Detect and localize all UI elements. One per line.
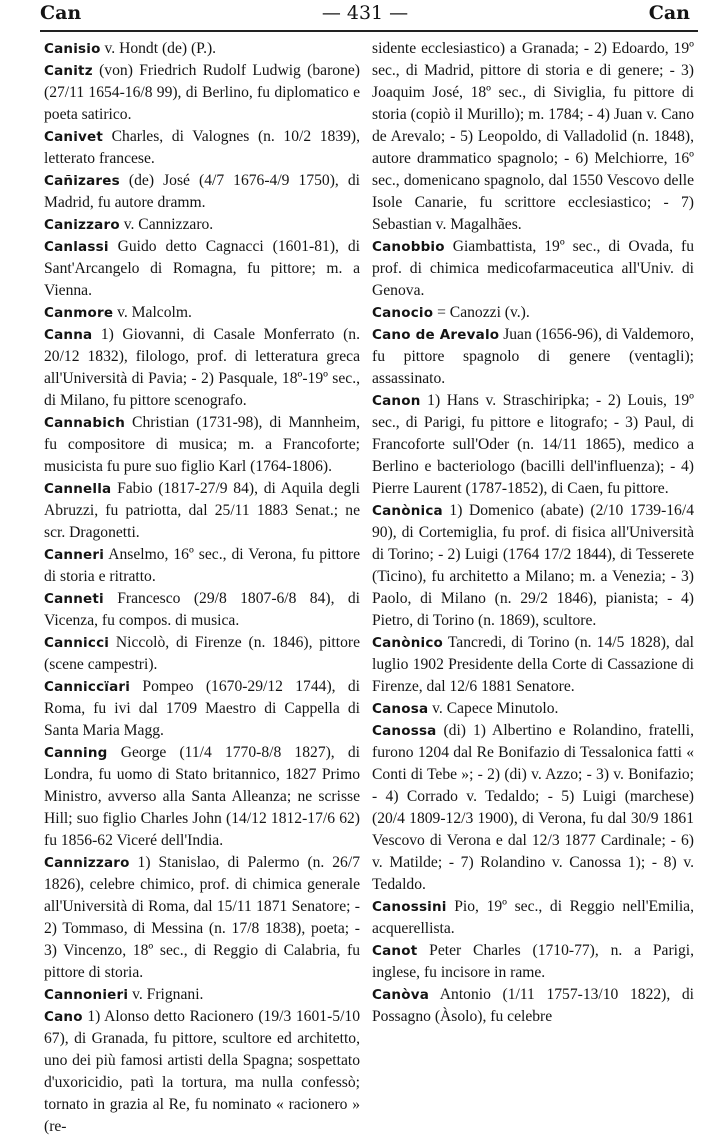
entry-headword: Canizzaro <box>44 217 120 233</box>
entry <box>44 1006 360 1138</box>
entry <box>44 852 360 984</box>
entry-text: v. Hondt (de) (P.). <box>100 40 217 57</box>
entry-headword: Canossa <box>372 723 437 739</box>
entry-headword: Cañizares <box>44 173 120 189</box>
entry <box>44 676 360 742</box>
entry-text: Giambattista, 19º sec., di Ovada, fu prof. di chimica medicofarmaceutica all'Univ. di Genova. <box>372 238 694 299</box>
entry-text: (von) Friedrich Rudolf Ludwig (barone) (27/11 1654-16/8 99), di Berlino, fu diplomatico e poeta satirico. <box>44 62 360 123</box>
entry <box>372 500 694 632</box>
entry-text: Charles, di Valognes (n. 10/2 1839), letterato francese. <box>44 128 360 167</box>
entry-headword: Canneri <box>44 547 105 563</box>
entry-headword: Canivet <box>44 129 104 145</box>
entry <box>372 720 694 896</box>
entry <box>372 324 694 390</box>
left-column <box>44 38 360 1138</box>
entry-text: v. Malcolm. <box>113 304 192 321</box>
entry-text: (de) José (4/7 1676-4/9 1750), di Madrid, fu autore dramm. <box>44 172 360 211</box>
entry-text: v. Cannizzaro. <box>119 216 214 233</box>
entry <box>44 60 360 126</box>
entry-text: Pio, 19º sec., di Reggio nell'Emilia, acquerellista. <box>372 898 694 937</box>
entry-text: 1) Alonso detto Racionero (19/3 1601-5/10 67), di Granada, fu pittore, scultore ed architetto, uno dei più famosi artisti della Spagna; sospettato d'uxoricidio, patì la tortura, ma nulla confessò; tornato in grazia al Re, fu nominato « racionero » (re- <box>44 1008 360 1135</box>
entry <box>44 478 360 544</box>
entry-headword: Cannella <box>44 481 112 497</box>
entry-text: Guido detto Cagnacci (1601-81), di Sant'Arcangelo di Romagna, fu pittore; m. a Vienna. <box>44 238 360 299</box>
entry-headword: Canot <box>372 943 418 959</box>
entry-headword: Canocio <box>372 305 434 321</box>
entry <box>44 236 360 302</box>
header-left-guide-word: Can <box>40 2 82 24</box>
entry-headword: Cannicci <box>44 635 110 651</box>
entry-continuation <box>372 38 694 236</box>
entry-headword: Canmore <box>44 305 114 321</box>
entry-text: George (11/4 1770-8/8 1827), di Londra, fu uomo di Stato britannico, 1827 Primo Ministro, avverso alla Santa Alleanza; ne scrisse Hill; suo figlio Charles John (14/12 1812-17/6 62) fu 1856-62 Viceré dell'India. <box>44 744 360 849</box>
entry-headword: Canna <box>44 327 93 343</box>
entry-text: 1) Hans v. Straschiripka; - 2) Louis, 19º sec., di Parigi, fu pittore e litografo; - 3) Paul, di Francoforte sull'Oder (n. 14/11 1865), medico a Berlino e bacteriologo (bacilli dell'influenza); - 4) Pierre Laurent (1787-1852), di Caen, fu pittore. <box>372 392 694 497</box>
entry <box>372 896 694 940</box>
entry-headword: Canneti <box>44 591 104 607</box>
entry-text: = Canozzi (v.). <box>433 304 530 321</box>
right-column <box>372 38 694 1028</box>
entry-headword: Cano de Arevalo <box>372 327 500 343</box>
entry <box>372 302 694 324</box>
entry-headword: Canònico <box>372 635 444 651</box>
entry <box>372 984 694 1028</box>
entry-text: Christian (1731-98), di Mannheim, fu compositore di musica; m. a Francoforte; musicista fu pure suo figlio Karl (1764-1806). <box>44 414 360 475</box>
entry <box>44 38 360 60</box>
entry-headword: Cano <box>44 1009 83 1025</box>
entry-text: Pompeo (1670-29/12 1744), di Roma, fu ivi dal 1709 Maestro di Cappella di Santa Maria Magg. <box>44 678 360 739</box>
entry-text: 1) Domenico (abate) (2/10 1739-16/4 90), di Cortemiglia, fu prof. di fisica all'Università di Torino; - 2) Luigi (1764 17/2 1844), di Tesserete (Ticino), fu architetto a Milano; m. a Venezia; - 3) Paolo, di Milano (n. 29/2 1846), pianista; - 4) Pietro, di Torino (n. 1869), scultore. <box>372 502 694 629</box>
entry <box>44 412 360 478</box>
entry-text: Niccolò, di Firenze (n. 1846), pittore (scene campestri). <box>44 634 360 673</box>
entry <box>44 214 360 236</box>
header-rule <box>40 30 698 32</box>
entry-text: sidente ecclesiastico) a Granada; - 2) Edoardo, 19º sec., di Madrid, pittore di storia e di genere; - 3) Joaquim José, 18º sec., di Siviglia, fu pittore di storia (copiò il Murillo); m. 1784; - 4) Juan v. Cano de Arevalo; - 5) Leopoldo, di Valladolid (n. 1848), autore drammatico spagnolo; - 6) Melchiorre, 16º sec., domenicano spagnolo, dal 1550 Vescovo delle Isole Canarie, fu scrittore ecclesiastico; - 7) Sebastian v. Magalhães. <box>372 40 694 233</box>
running-header <box>40 2 690 28</box>
entry <box>44 126 360 170</box>
entry-text: Juan (1656-96), di Valdemoro, fu pittore spagnolo di genere (ventagli); assassinato. <box>372 326 694 387</box>
entry-headword: Canossini <box>372 899 447 915</box>
entry <box>372 236 694 302</box>
entry-text: Antonio (1/11 1757-13/10 1822), di Possagno (Àsolo), fu celebre <box>372 986 694 1025</box>
entry-headword: Canònica <box>372 503 443 519</box>
entry <box>44 544 360 588</box>
entry-text: Francesco (29/8 1807-6/8 84), di Vicenza, fu compos. di musica. <box>44 590 360 629</box>
entry <box>372 698 694 720</box>
entry <box>44 302 360 324</box>
entry-headword: Cannizzaro <box>44 855 130 871</box>
header-right-guide-word: Can <box>648 2 690 24</box>
entry-headword: Canon <box>372 393 421 409</box>
entry-headword: Canòva <box>372 987 430 1003</box>
entry <box>372 390 694 500</box>
entry-headword: Canlassi <box>44 239 109 255</box>
entry <box>44 588 360 632</box>
page-number: — 431 — <box>321 2 409 24</box>
entry <box>44 324 360 412</box>
entry-text: Tancredi, di Torino (n. 14/5 1828), dal luglio 1902 Presidente della Corte di Cassazione di Firenze, dal 12/6 1881 Senatore. <box>372 634 694 695</box>
entry-text: Fabio (1817-27/9 84), di Aquila degli Abruzzi, fu patriotta, dal 25/11 1883 Senat.; ne scr. Dragonetti. <box>44 480 360 541</box>
entry-text: v. Frignani. <box>128 986 204 1003</box>
entry-headword: Cannonieri <box>44 987 129 1003</box>
entry-text: (di) 1) Albertino e Rolandino, fratelli, furono 1204 dal Re Bonifazio di Tessalonica fatti « Conti di Tebe »; - 2) (di) v. Azzo; - 3) v. Bonifazio; - 4) Corrado v. Tedaldo; - 5) Luigi (marchese) (20/4 1809-12/3 1900), di Verona, fu dal 30/9 1861 Vescovo di Verona e dal 12/3 1877 Cardinale; - 6) v. Matilde; - 7) Rolandino v. Canossa 1); - 8) v. Tedaldo. <box>372 722 694 893</box>
entry <box>44 742 360 852</box>
entry-headword: Canisio <box>44 41 101 57</box>
entry-text: 1) Stanislao, di Palermo (n. 26/7 1826), celebre chimico, prof. di chimica generale all'Università di Roma, dal 15/11 1871 Senatore; - 2) Tommaso, di Messina (n. 17/8 1838), poeta; - 3) Vincenzo, 18º sec., di Reggio di Calabria, fu pittore di storia. <box>44 854 360 981</box>
entry-headword: Cannabich <box>44 415 126 431</box>
entry-text: Anselmo, 16º sec., di Verona, fu pittore di storia e ritratto. <box>44 546 360 585</box>
entry <box>44 632 360 676</box>
entry <box>372 632 694 698</box>
entry-headword: Canobbio <box>372 239 445 255</box>
entry-headword: Canosa <box>372 701 429 717</box>
entry <box>372 940 694 984</box>
entry-text: v. Capece Minutolo. <box>428 700 559 717</box>
entry-headword: Canning <box>44 745 108 761</box>
entry-headword: Canniccïari <box>44 679 131 695</box>
entry-text: 1) Giovanni, di Casale Monferrato (n. 20/12 1832), filologo, prof. di letteratura greca all'Università di Pavia; - 2) Pasquale, 18º-19º sec., di Milano, fu pittore scenografo. <box>44 326 360 409</box>
entry <box>44 170 360 214</box>
entry-text: Peter Charles (1710-77), n. a Parigi, inglese, fu incisore in rame. <box>372 942 694 981</box>
entry <box>44 984 360 1006</box>
entry-headword: Canitz <box>44 63 93 79</box>
